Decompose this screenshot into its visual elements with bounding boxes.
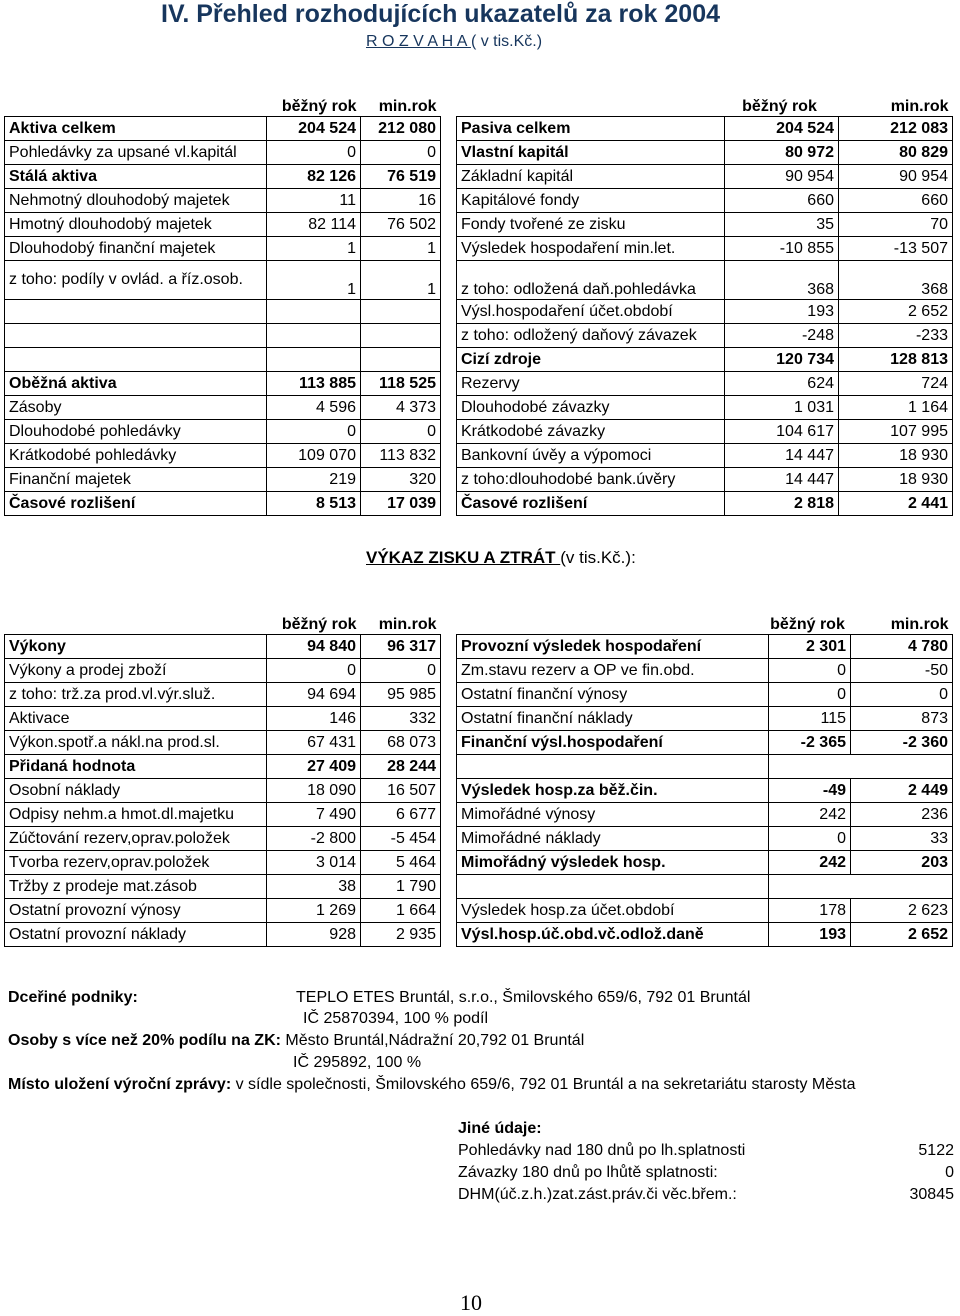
row-label-left <box>5 324 267 348</box>
table-row <box>5 141 953 165</box>
table-row <box>5 213 953 237</box>
table-row <box>5 492 953 516</box>
row-label-right: Ostatní finanční náklady <box>457 707 769 731</box>
value-previous-right: 18 930 <box>839 468 953 492</box>
value-previous-left: 1 790 <box>361 875 441 899</box>
spacer <box>441 492 457 516</box>
value-current-left <box>267 300 361 324</box>
row-label-right: Základní kapitál <box>457 165 725 189</box>
table-row <box>5 300 953 324</box>
value-current-right: 624 <box>725 372 839 396</box>
spacer <box>441 899 457 923</box>
table-row <box>5 683 953 707</box>
value-previous-right: 2 449 <box>851 779 953 803</box>
row-label-left: Stálá aktiva <box>5 165 267 189</box>
value-current-left: 8 513 <box>267 492 361 516</box>
value-current-right: 368 <box>725 261 839 300</box>
page-number: 10 <box>460 1290 482 1315</box>
value-previous-left: -5 454 <box>361 827 441 851</box>
row-label-right: Fondy tvořené ze zisku <box>457 213 725 237</box>
value-previous-left: 1 <box>361 237 441 261</box>
value-previous-right: 368 <box>839 261 953 300</box>
value-current-left: 928 <box>267 923 361 947</box>
report-location-label: Místo uložení výroční zprávy: <box>8 1076 232 1093</box>
spacer <box>441 420 457 444</box>
value-previous-left: 0 <box>361 659 441 683</box>
other-data-section <box>458 1118 954 1206</box>
value-current-left: 1 <box>267 237 361 261</box>
value-current-right: 193 <box>725 300 839 324</box>
value-current-left <box>267 348 361 372</box>
row-label-right: Mimořádné výnosy <box>457 803 769 827</box>
row-label-right: Vlastní kapitál <box>457 141 725 165</box>
table-row <box>5 372 953 396</box>
value-current-left: 0 <box>267 141 361 165</box>
subsidiaries-label: Dceřiné podniky: <box>8 989 138 1006</box>
value-previous-left <box>361 300 441 324</box>
value-previous-left: 28 244 <box>361 755 441 779</box>
value-current-left: 219 <box>267 468 361 492</box>
spacer <box>441 74 457 117</box>
owners-line2: IČ 295892, 100 % <box>293 1054 422 1071</box>
value-current-left: 94 694 <box>267 683 361 707</box>
spacer <box>441 348 457 372</box>
table-row <box>5 731 953 755</box>
other-data-title: Jiné údaje: <box>458 1120 542 1137</box>
value-current-right: 193 <box>769 923 851 947</box>
value-current-left: 82 114 <box>267 213 361 237</box>
row-label-left: z toho: podíly v ovlád. a říz.osob. <box>5 261 267 300</box>
value-previous-left: 320 <box>361 468 441 492</box>
spacer <box>441 659 457 683</box>
value-previous-right: 4 780 <box>851 635 953 659</box>
row-label-left: Časové rozlišení <box>5 492 267 516</box>
header-current-year: běžný rok <box>281 98 357 115</box>
item-value: 0 <box>945 1164 954 1181</box>
value-previous-left: 5 464 <box>361 851 441 875</box>
value-current-right <box>769 875 851 899</box>
row-label-left: Výkony a prodej zboží <box>5 659 267 683</box>
value-current-right <box>769 755 851 779</box>
value-current-right: 115 <box>769 707 851 731</box>
table-row <box>5 899 953 923</box>
value-current-left: 4 596 <box>267 396 361 420</box>
value-previous-left: 6 677 <box>361 803 441 827</box>
row-label-right: z toho:dlouhodobé bank.úvěry <box>457 468 725 492</box>
value-current-left: 113 885 <box>267 372 361 396</box>
owners-section <box>8 1031 584 1051</box>
row-label-right: Bankovní úvěy a výpomoci <box>457 444 725 468</box>
table-row <box>5 923 953 947</box>
value-current-right: 120 734 <box>725 348 839 372</box>
spacer <box>441 396 457 420</box>
value-current-right: 14 447 <box>725 468 839 492</box>
table-row <box>5 348 953 372</box>
report-location <box>8 1075 855 1095</box>
spacer <box>441 324 457 348</box>
value-current-left: 38 <box>267 875 361 899</box>
row-label-right: Zm.stavu rezerv a OP ve fin.obd. <box>457 659 769 683</box>
row-label-left: Přidaná hodnota <box>5 755 267 779</box>
value-current-right: 14 447 <box>725 444 839 468</box>
table-row <box>5 444 953 468</box>
row-label-left <box>5 300 267 324</box>
value-current-right: 660 <box>725 189 839 213</box>
row-label-left: Zásoby <box>5 396 267 420</box>
row-label-right: Výsl.hosp.úč.obd.vč.odlož.daně <box>457 923 769 947</box>
row-label-right <box>457 755 769 779</box>
table-row <box>5 189 953 213</box>
spacer <box>441 237 457 261</box>
header-current-year: běžný rok <box>742 98 817 115</box>
spacer <box>441 851 457 875</box>
subsidiaries-line1: TEPLO ETES Bruntál, s.r.o., Šmilovského 659/6, 792 01 Bruntál <box>296 989 751 1006</box>
value-current-right: 242 <box>769 803 851 827</box>
value-previous-left: 16 507 <box>361 779 441 803</box>
value-previous-right: 203 <box>851 851 953 875</box>
row-label-right: Kapitálové fondy <box>457 189 725 213</box>
row-label-left: Výkony <box>5 635 267 659</box>
row-label-left: Tvorba rezerv,oprav.položek <box>5 851 267 875</box>
value-previous-left: 95 985 <box>361 683 441 707</box>
value-current-right: 178 <box>769 899 851 923</box>
row-label-left: Oběžná aktiva <box>5 372 267 396</box>
table-row <box>5 803 953 827</box>
subsidiaries-section <box>8 988 138 1008</box>
value-previous-right: 80 829 <box>839 141 953 165</box>
header-previous-year: min.rok <box>378 616 437 633</box>
item-value: 30845 <box>909 1186 954 1203</box>
header-blank <box>5 592 267 635</box>
value-current-left: 11 <box>267 189 361 213</box>
spacer <box>441 468 457 492</box>
value-current-right: -248 <box>725 324 839 348</box>
item-value: 5122 <box>918 1142 954 1159</box>
value-current-left: 109 070 <box>267 444 361 468</box>
row-label-left: Zúčtování rezerv,oprav.položek <box>5 827 267 851</box>
spacer <box>441 683 457 707</box>
row-label-left: Ostatní provozní náklady <box>5 923 267 947</box>
row-label-left: Aktiva celkem <box>5 117 267 141</box>
spacer <box>441 731 457 755</box>
value-current-left: 27 409 <box>267 755 361 779</box>
table-row <box>5 659 953 683</box>
value-previous-left: 68 073 <box>361 731 441 755</box>
list-item <box>458 1184 954 1206</box>
page-title: IV. Přehled rozhodujících ukazatelů za rok 2004 <box>161 0 720 28</box>
row-label-left: Hmotný dlouhodobý majetek <box>5 213 267 237</box>
row-label-left: Nehmotný dlouhodobý majetek <box>5 189 267 213</box>
value-current-left: 0 <box>267 420 361 444</box>
value-current-left: 3 014 <box>267 851 361 875</box>
spacer <box>441 923 457 947</box>
value-previous-right: 724 <box>839 372 953 396</box>
value-current-right: 0 <box>769 683 851 707</box>
value-current-left <box>267 324 361 348</box>
table-row <box>5 324 953 348</box>
table-header <box>5 592 953 635</box>
row-label-right: Výsledek hosp.za běž.čin. <box>457 779 769 803</box>
spacer <box>441 803 457 827</box>
row-label-right: Výsl.hospodaření účet.období <box>457 300 725 324</box>
table-row <box>5 237 953 261</box>
row-label-left: Výkon.spotř.a nákl.na prod.sl. <box>5 731 267 755</box>
balance-subtitle-unit: ( v tis.Kč.) <box>470 33 543 50</box>
header-current-year: běžný rok <box>281 616 357 633</box>
row-label-right: Krátkodobé závazky <box>457 420 725 444</box>
row-label-right: Pasiva celkem <box>457 117 725 141</box>
value-current-right: 90 954 <box>725 165 839 189</box>
list-item <box>458 1162 954 1184</box>
value-previous-right: 90 954 <box>839 165 953 189</box>
value-previous-left: 76 519 <box>361 165 441 189</box>
balance-subtitle <box>366 33 542 51</box>
spacer <box>441 875 457 899</box>
row-label-right: Provozní výsledek hospodaření <box>457 635 769 659</box>
header-previous-year: min.rok <box>890 98 949 115</box>
value-previous-left: 332 <box>361 707 441 731</box>
table-row <box>5 707 953 731</box>
table-row <box>5 851 953 875</box>
row-label-right: Výsledek hospodaření min.let. <box>457 237 725 261</box>
row-label-left: Pohledávky za upsané vl.kapitál <box>5 141 267 165</box>
value-previous-right: 1 164 <box>839 396 953 420</box>
value-current-left: 94 840 <box>267 635 361 659</box>
spacer <box>441 635 457 659</box>
value-current-left: 82 126 <box>267 165 361 189</box>
value-current-right: 104 617 <box>725 420 839 444</box>
spacer <box>441 707 457 731</box>
value-previous-right: 70 <box>839 213 953 237</box>
value-previous-left: 113 832 <box>361 444 441 468</box>
value-current-right: -2 365 <box>769 731 851 755</box>
value-current-right: -49 <box>769 779 851 803</box>
value-previous-right: -13 507 <box>839 237 953 261</box>
value-previous-left: 76 502 <box>361 213 441 237</box>
value-previous-right <box>851 755 953 779</box>
row-label-right: z toho: odložený daňový závazek <box>457 324 725 348</box>
value-previous-right: 0 <box>851 683 953 707</box>
row-label-left: Aktivace <box>5 707 267 731</box>
value-previous-left <box>361 324 441 348</box>
header-current-year: běžný rok <box>770 616 845 633</box>
value-current-left: 204 524 <box>267 117 361 141</box>
spacer <box>441 141 457 165</box>
row-label-right: Rezervy <box>457 372 725 396</box>
spacer <box>441 213 457 237</box>
value-current-left: 1 <box>267 261 361 300</box>
spacer <box>441 300 457 324</box>
row-label-left: Osobní náklady <box>5 779 267 803</box>
row-label-left: Ostatní provozní výnosy <box>5 899 267 923</box>
header-previous-year: min.rok <box>890 616 949 633</box>
value-previous-left: 212 080 <box>361 117 441 141</box>
spacer <box>441 779 457 803</box>
row-label-left: Odpisy nehm.a hmot.dl.majetku <box>5 803 267 827</box>
value-current-left: 1 269 <box>267 899 361 923</box>
pl-title <box>366 548 636 568</box>
row-label-left <box>5 348 267 372</box>
spacer <box>441 755 457 779</box>
value-previous-right: 236 <box>851 803 953 827</box>
item-label: DHM(úč.z.h.)zat.zást.práv.či věc.břem.: <box>458 1186 737 1203</box>
report-location-text: v sídle společnosti, Šmilovského 659/6, 792 01 Bruntál a na sekretariátu starosty Města <box>231 1076 856 1093</box>
value-current-right: -10 855 <box>725 237 839 261</box>
table-row <box>5 468 953 492</box>
value-current-left: 146 <box>267 707 361 731</box>
table-header <box>5 74 953 117</box>
value-current-right: 204 524 <box>725 117 839 141</box>
value-current-right: 2 818 <box>725 492 839 516</box>
value-current-left: 7 490 <box>267 803 361 827</box>
row-label-right: Finanční výsl.hospodaření <box>457 731 769 755</box>
spacer <box>441 165 457 189</box>
value-current-left: 0 <box>267 659 361 683</box>
value-previous-left: 17 039 <box>361 492 441 516</box>
table-row <box>5 827 953 851</box>
value-previous-right: -2 360 <box>851 731 953 755</box>
row-label-left: Krátkodobé pohledávky <box>5 444 267 468</box>
value-current-left: 18 090 <box>267 779 361 803</box>
value-previous-left: 1 664 <box>361 899 441 923</box>
table-row <box>5 635 953 659</box>
value-previous-right: -233 <box>839 324 953 348</box>
header-blank <box>457 74 725 117</box>
value-previous-right: 873 <box>851 707 953 731</box>
value-previous-right: 2 652 <box>851 923 953 947</box>
value-previous-right: 128 813 <box>839 348 953 372</box>
spacer <box>441 592 457 635</box>
value-previous-right: 107 995 <box>839 420 953 444</box>
balance-sheet-table <box>4 74 953 516</box>
value-previous-left: 96 317 <box>361 635 441 659</box>
value-previous-left: 1 <box>361 261 441 300</box>
table-row <box>5 117 953 141</box>
spacer <box>441 444 457 468</box>
value-current-right: 0 <box>769 827 851 851</box>
row-label-left: Dlouhodobé pohledávky <box>5 420 267 444</box>
row-label-right: Mimořádný výsledek hosp. <box>457 851 769 875</box>
value-current-left: 67 431 <box>267 731 361 755</box>
row-label-right: Dlouhodobé závazky <box>457 396 725 420</box>
value-previous-right: 2 623 <box>851 899 953 923</box>
value-current-right: 242 <box>769 851 851 875</box>
table-row <box>5 396 953 420</box>
spacer <box>441 261 457 300</box>
table-row <box>5 165 953 189</box>
value-previous-left: 0 <box>361 420 441 444</box>
value-current-right: 1 031 <box>725 396 839 420</box>
table-row <box>5 755 953 779</box>
pl-title-unit: (v tis.Kč.): <box>560 548 636 567</box>
pl-title-main: VÝKAZ ZISKU A ZTRÁT <box>366 548 561 567</box>
value-previous-right: -50 <box>851 659 953 683</box>
profit-loss-table <box>4 592 953 947</box>
value-previous-left <box>361 348 441 372</box>
value-previous-left: 4 373 <box>361 396 441 420</box>
value-previous-right: 2 441 <box>839 492 953 516</box>
spacer <box>441 117 457 141</box>
spacer <box>441 189 457 213</box>
item-label: Závazky 180 dnů po lhůtě splatnosti: <box>458 1164 718 1181</box>
value-previous-right: 33 <box>851 827 953 851</box>
value-previous-right: 2 652 <box>839 300 953 324</box>
row-label-right: Časové rozlišení <box>457 492 725 516</box>
value-previous-right: 18 930 <box>839 444 953 468</box>
table-row <box>5 875 953 899</box>
row-label-right: Výsledek hosp.za účet.období <box>457 899 769 923</box>
header-blank <box>5 74 267 117</box>
table-row <box>5 261 953 300</box>
value-previous-left: 118 525 <box>361 372 441 396</box>
value-previous-right: 660 <box>839 189 953 213</box>
value-current-right: 35 <box>725 213 839 237</box>
list-item <box>458 1140 954 1162</box>
item-label: Pohledávky nad 180 dnů po lh.splatnosti <box>458 1142 746 1159</box>
row-label-right: Ostatní finanční výnosy <box>457 683 769 707</box>
row-label-left: Finanční majetek <box>5 468 267 492</box>
value-previous-right: 212 083 <box>839 117 953 141</box>
value-current-right: 2 301 <box>769 635 851 659</box>
spacer <box>441 827 457 851</box>
row-label-left: Dlouhodobý finanční majetek <box>5 237 267 261</box>
row-label-left: Tržby z prodeje mat.zásob <box>5 875 267 899</box>
value-previous-right <box>851 875 953 899</box>
row-label-right <box>457 875 769 899</box>
owners-label: Osoby s více než 20% podílu na ZK: <box>8 1032 281 1049</box>
balance-subtitle-main: R O Z V A H A <box>366 33 471 50</box>
row-label-right: z toho: odložená daň.pohledávka <box>457 261 725 300</box>
row-label-right: Mimořádné náklady <box>457 827 769 851</box>
header-blank <box>457 592 769 635</box>
header-previous-year: min.rok <box>378 98 437 115</box>
subsidiaries-line2: IČ 25870394, 100 % podíl <box>303 1010 489 1027</box>
value-previous-left: 0 <box>361 141 441 165</box>
table-row <box>5 779 953 803</box>
value-previous-left: 2 935 <box>361 923 441 947</box>
row-label-right: Cizí zdroje <box>457 348 725 372</box>
value-current-right: 80 972 <box>725 141 839 165</box>
value-previous-left: 16 <box>361 189 441 213</box>
value-current-left: -2 800 <box>267 827 361 851</box>
table-row <box>5 420 953 444</box>
row-label-left: z toho: trž.za prod.vl.výr.služ. <box>5 683 267 707</box>
value-current-right: 0 <box>769 659 851 683</box>
spacer <box>441 372 457 396</box>
owners-line1: Město Bruntál,Nádražní 20,792 01 Bruntál <box>280 1032 585 1049</box>
